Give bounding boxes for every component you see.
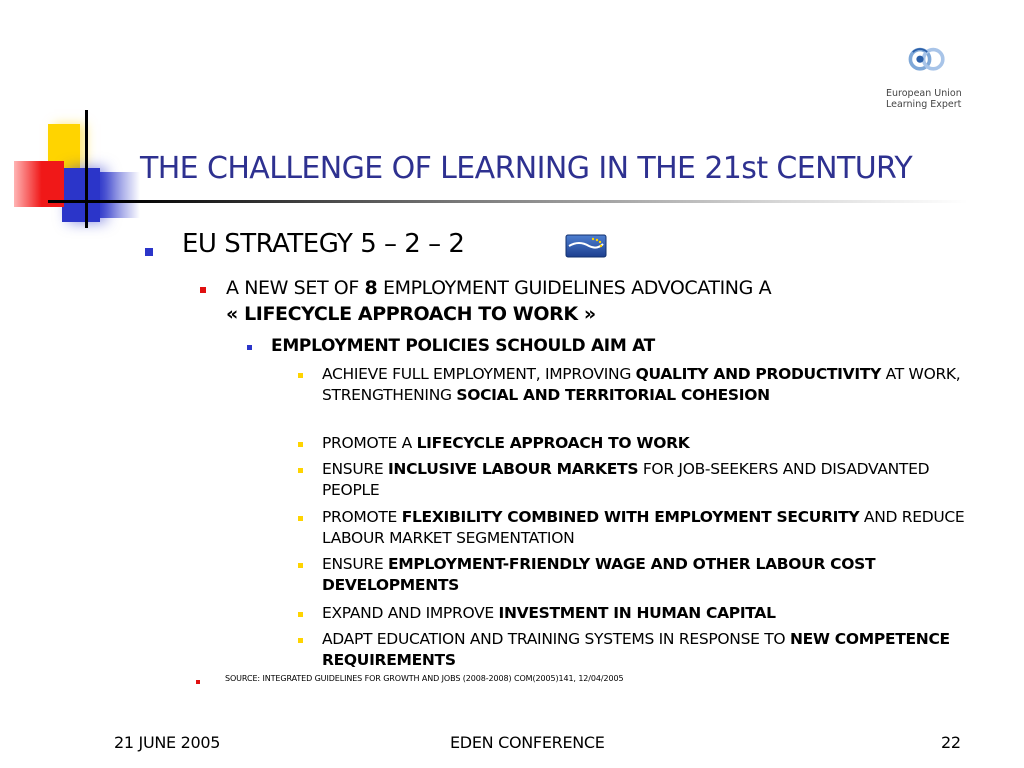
bullet-l4 xyxy=(298,516,303,521)
title-underline xyxy=(48,200,968,203)
list-item xyxy=(322,433,1002,454)
bullet-l3 xyxy=(247,345,252,350)
bullet-l4 xyxy=(298,373,303,378)
item-text: EXPAND AND IMPROVE xyxy=(322,604,499,622)
guidelines-mid: EMPLOYMENT GUIDELINES ADVOCATING A xyxy=(377,277,772,299)
logo-text xyxy=(886,88,976,110)
item-text: FOR JOB-SEEKERS AND DISADVANTED PEOPLE xyxy=(322,460,930,499)
eu-learning-expert-logo-icon xyxy=(886,46,966,88)
guidelines-count: 8 xyxy=(364,277,378,299)
eu-flag-icon xyxy=(565,232,607,260)
bullet-l1 xyxy=(145,248,153,256)
lifecycle-approach-heading: « LIFECYCLE APPROACH TO WORK » xyxy=(226,303,596,325)
list-item xyxy=(322,603,1002,624)
logo-line2: Learning Expert xyxy=(886,99,962,110)
footer-event: EDEN CONFERENCE xyxy=(450,733,605,752)
item-bold: QUALITY AND PRODUCTIVITY xyxy=(635,365,882,383)
bullet-source xyxy=(196,680,200,684)
list-item xyxy=(322,459,942,501)
list-item xyxy=(322,507,1002,549)
item-bold: INCLUSIVE LABOUR MARKETS xyxy=(387,460,639,478)
item-text: AT WORK, STRENGTHENING xyxy=(322,365,961,404)
list-item xyxy=(322,629,962,671)
footer-date: 21 JUNE 2005 xyxy=(114,733,221,752)
logo-line1: European Union xyxy=(886,88,962,99)
guidelines-pre: A NEW SET OF xyxy=(226,277,365,299)
item-bold: LIFECYCLE APPROACH TO WORK xyxy=(416,434,690,452)
decor-blue-fade xyxy=(100,172,140,218)
bullet-l4 xyxy=(298,563,303,568)
item-bold: EMPLOYMENT-FRIENDLY WAGE AND OTHER LABOUR COST DEVELOPMENTS xyxy=(322,555,876,594)
item-text: AND REDUCE LABOUR MARKET SEGMENTATION xyxy=(322,508,965,547)
decor-vertical-line xyxy=(85,110,88,228)
item-text: ENSURE xyxy=(322,555,388,573)
item-bold: INVESTMENT IN HUMAN CAPITAL xyxy=(498,604,776,622)
item-bold: NEW COMPETENCE REQUIREMENTS xyxy=(322,630,950,669)
list-item xyxy=(322,364,1002,406)
strategy-heading xyxy=(182,229,464,259)
item-text: PROMOTE A xyxy=(322,434,417,452)
item-bold: FLEXIBILITY COMBINED WITH EMPLOYMENT SECURITY xyxy=(401,508,860,526)
bullet-l4 xyxy=(298,638,303,643)
strategy-heading-text: EU STRATEGY 5 – 2 – 2 xyxy=(182,229,465,259)
bullet-l2 xyxy=(200,287,206,293)
decor-blue-square xyxy=(62,168,100,222)
bullet-l4 xyxy=(298,612,303,617)
item-text: ENSURE xyxy=(322,460,388,478)
item-text: PROMOTE xyxy=(322,508,402,526)
item-text: ACHIEVE FULL EMPLOYMENT, IMPROVING xyxy=(322,365,636,383)
policies-heading: EMPLOYMENT POLICIES SCHOULD AIM AT xyxy=(271,336,655,356)
source-note: SOURCE: INTEGRATED GUIDELINES FOR GROWTH AND JOBS (2008-2008) COM(2005)141, 12/04/2005 xyxy=(225,674,624,683)
slide-title: THE CHALLENGE OF LEARNING IN THE 21st CENTURY xyxy=(140,151,913,186)
list-item xyxy=(322,554,952,596)
item-bold: SOCIAL AND TERRITORIAL COHESION xyxy=(456,386,770,404)
footer-page-number: 22 xyxy=(941,733,961,752)
guidelines-text xyxy=(226,275,986,327)
item-text: ADAPT EDUCATION AND TRAINING SYSTEMS IN RESPONSE TO xyxy=(322,630,790,648)
bullet-l4 xyxy=(298,468,303,473)
bullet-l4 xyxy=(298,442,303,447)
